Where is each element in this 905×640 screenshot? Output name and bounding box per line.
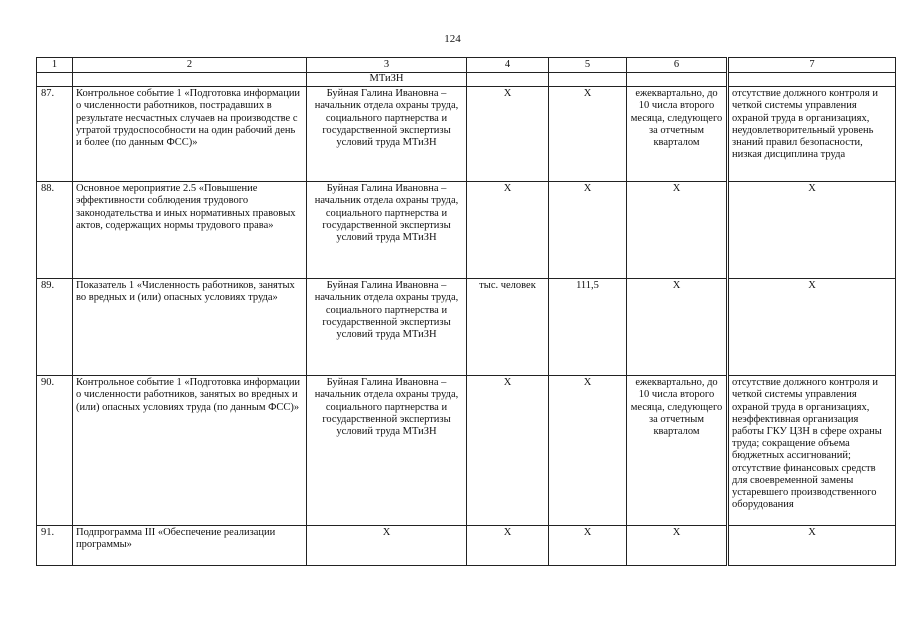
unit-cell: Х bbox=[467, 376, 549, 526]
responsible-cell: МТиЗН bbox=[307, 73, 467, 87]
table-row bbox=[37, 87, 896, 182]
event-name-cell: Контрольное событие 1 «Подготовка информации о численности работников, пострадавших в результате несчастных случаев на производстве с утратой трудоспособности на один рабочий день и более (по данным ФСС)» bbox=[73, 87, 307, 182]
table-row bbox=[37, 279, 896, 376]
table-row bbox=[37, 376, 896, 526]
row-number: 89. bbox=[37, 279, 73, 376]
column-header: 2 bbox=[73, 58, 307, 73]
risk-cell: Х bbox=[728, 526, 896, 566]
continuation-row bbox=[37, 73, 896, 87]
value-cell: 111,5 bbox=[549, 279, 627, 376]
row-number: 87. bbox=[37, 87, 73, 182]
responsible-cell: Буйная Галина Ивановна – начальник отдела охраны труда, социального партнерства и государственной экспертизы условий труда МТиЗН bbox=[307, 279, 467, 376]
row-number: 88. bbox=[37, 182, 73, 279]
deadline-cell: Х bbox=[627, 526, 728, 566]
event-name-cell: Основное мероприятие 2.5 «Повышение эффективности соблюдения трудового законодательства и иных нормативных правовых актов, содержащих нормы трудового права» bbox=[73, 182, 307, 279]
unit-cell: Х bbox=[467, 526, 549, 566]
program-table bbox=[36, 57, 896, 566]
column-number-row bbox=[37, 58, 896, 73]
row-number: 91. bbox=[37, 526, 73, 566]
column-header: 3 bbox=[307, 58, 467, 73]
event-name-cell: Подпрограмма III «Обеспечение реализации программы» bbox=[73, 526, 307, 566]
row-number: 90. bbox=[37, 376, 73, 526]
responsible-cell: Буйная Галина Ивановна – начальник отдела охраны труда, социального партнерства и государственной экспертизы условий труда МТиЗН bbox=[307, 87, 467, 182]
deadline-cell: Х bbox=[627, 279, 728, 376]
value-cell: Х bbox=[549, 182, 627, 279]
column-header: 6 bbox=[627, 58, 728, 73]
table-row bbox=[37, 182, 896, 279]
risk-cell: отсутствие должного контроля и четкой системы управления охраной труда в организациях, неудовлетворительный уровень знаний правил безопасности, низкая дисциплина труда bbox=[728, 87, 896, 182]
risk-cell: отсутствие должного контроля и четкой системы управления охраной труда в организациях, неэффективная организация работы ГКУ ЦЗН в сфере охраны труда; сокращение объема бюджетных ассигнований; отсутствие финансовых средств для своевременной замены устаревшего производственного оборудования bbox=[728, 376, 896, 526]
value-cell: Х bbox=[549, 526, 627, 566]
value-cell: Х bbox=[549, 376, 627, 526]
event-name-cell: Показатель 1 «Численность работников, занятых во вредных и (или) опасных условиях труда» bbox=[73, 279, 307, 376]
column-header: 4 bbox=[467, 58, 549, 73]
deadline-cell: ежеквартально, до 10 числа второго месяца, следующего за отчетным кварталом bbox=[627, 87, 728, 182]
responsible-cell: Буйная Галина Ивановна – начальник отдела охраны труда, социального партнерства и государственной экспертизы условий труда МТиЗН bbox=[307, 376, 467, 526]
page-number: 124 bbox=[444, 33, 461, 45]
responsible-cell: Буйная Галина Ивановна – начальник отдела охраны труда, социального партнерства и государственной экспертизы условий труда МТиЗН bbox=[307, 182, 467, 279]
event-name-cell: Контрольное событие 1 «Подготовка информации о численности работников, занятых во вредных и (или) опасных условиях труда (по данным ФСС)» bbox=[73, 376, 307, 526]
responsible-cell: Х bbox=[307, 526, 467, 566]
risk-cell: Х bbox=[728, 279, 896, 376]
column-header: 5 bbox=[549, 58, 627, 73]
unit-cell: Х bbox=[467, 87, 549, 182]
deadline-cell: Х bbox=[627, 182, 728, 279]
unit-cell: тыс. человек bbox=[467, 279, 549, 376]
column-header: 1 bbox=[37, 58, 73, 73]
deadline-cell: ежеквартально, до 10 числа второго месяца, следующего за отчетным кварталом bbox=[627, 376, 728, 526]
unit-cell: Х bbox=[467, 182, 549, 279]
risk-cell: Х bbox=[728, 182, 896, 279]
table-row bbox=[37, 526, 896, 566]
column-header: 7 bbox=[728, 58, 896, 73]
value-cell: Х bbox=[549, 87, 627, 182]
